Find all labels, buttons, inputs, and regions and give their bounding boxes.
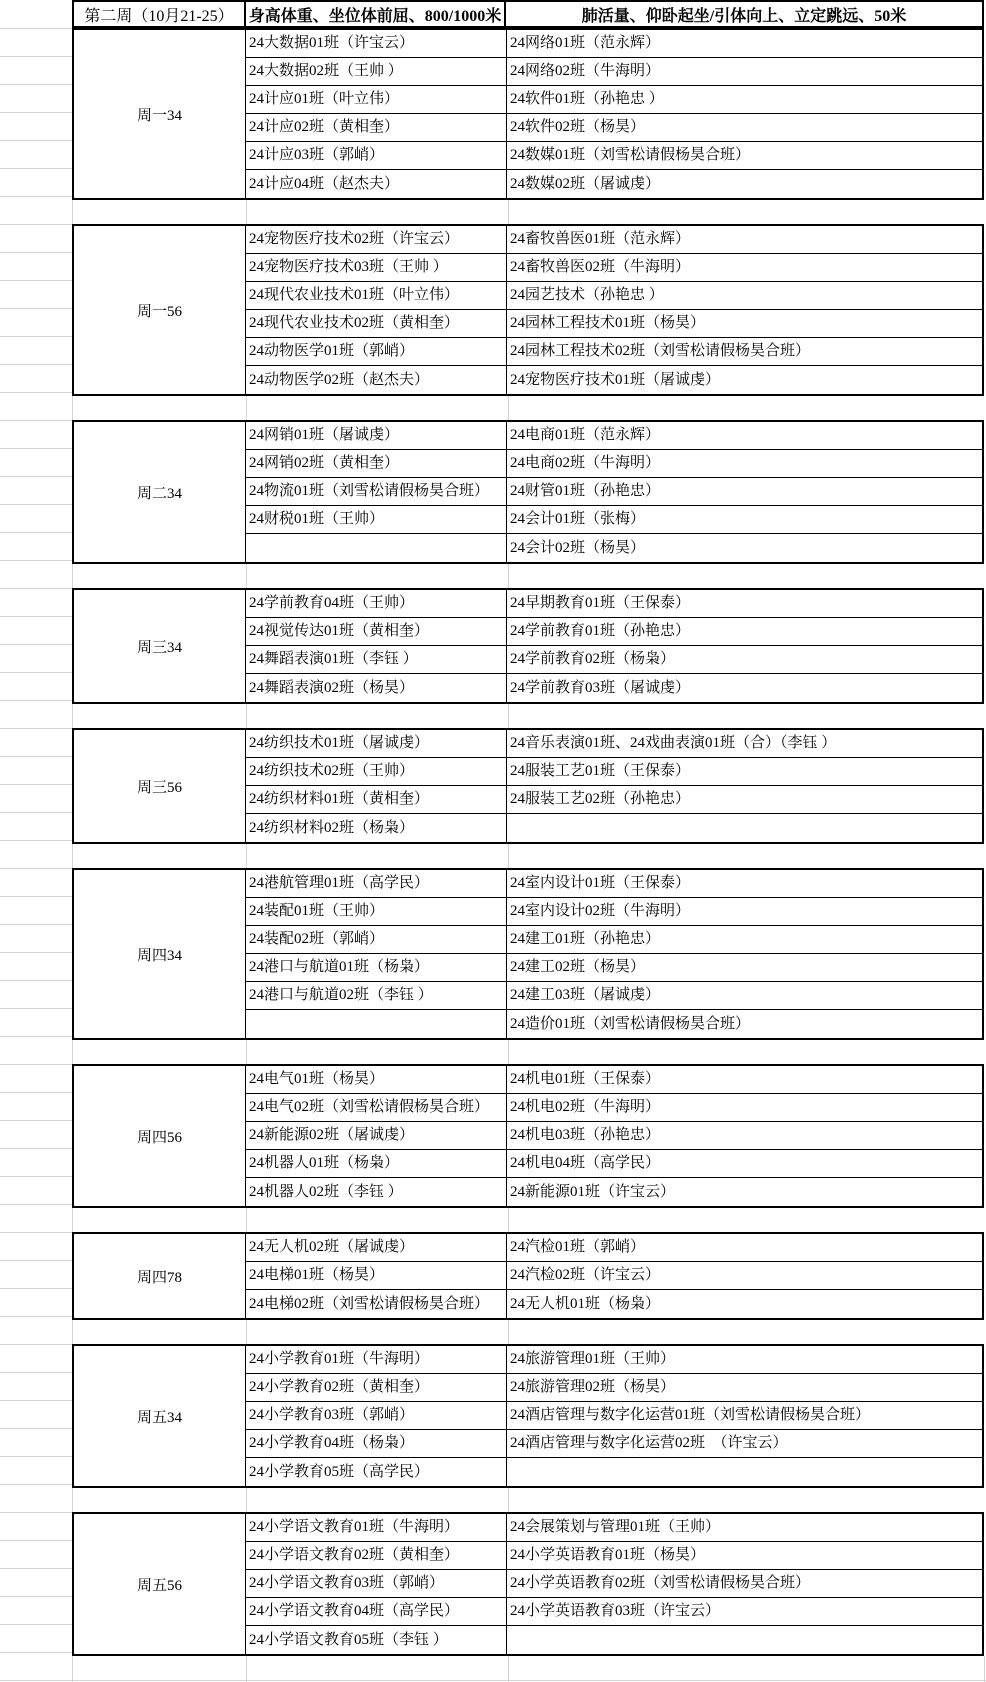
- table-row: [246, 926, 982, 954]
- class-cell[interactable]: 24小学语文教育04班（高学民）: [246, 1598, 507, 1625]
- class-cell[interactable]: 24学前教育02班（杨枭）: [510, 651, 676, 667]
- gridline-horizontal: [0, 308, 72, 309]
- section-block: [72, 1512, 984, 1656]
- table-row: [246, 1066, 982, 1094]
- table-row: [246, 646, 982, 674]
- gridline-horizontal: [0, 756, 72, 757]
- table-row: [246, 786, 982, 814]
- sections: [72, 28, 984, 1656]
- class-cell[interactable]: 24电商01班（范永辉）: [510, 427, 661, 443]
- class-cell[interactable]: 24小学教育03班（郭峭）: [246, 1402, 507, 1429]
- class-cell[interactable]: 24学前教育04班（王帅）: [246, 590, 507, 617]
- gridline-horizontal: [0, 532, 72, 533]
- class-cell[interactable]: 24会展策划与管理01班（王帅）: [510, 1519, 721, 1535]
- gridline-horizontal: [0, 1484, 72, 1485]
- section-rows: [246, 1346, 982, 1486]
- table-row: [246, 422, 982, 450]
- class-cell[interactable]: 24机电01班（王保泰）: [510, 1071, 661, 1087]
- class-cell[interactable]: 24计应01班（叶立伟）: [246, 86, 507, 113]
- class-cell[interactable]: 24新能源01班（许宝云）: [510, 1183, 676, 1200]
- table-row: [246, 590, 982, 618]
- table-row: [246, 1010, 982, 1038]
- table-row: [246, 1374, 982, 1402]
- gridline-horizontal: [0, 1680, 986, 1681]
- gridline-horizontal: [0, 980, 72, 981]
- gridline-horizontal: [0, 1568, 72, 1569]
- class-cell[interactable]: 24电梯02班（刘雪松请假杨昊合班）: [246, 1290, 507, 1318]
- table-row: [246, 730, 982, 758]
- table-row: [246, 366, 982, 394]
- class-cell[interactable]: 24网络02班（牛海明）: [510, 63, 661, 79]
- class-cell[interactable]: 24无人机01班（杨枭）: [510, 1295, 661, 1312]
- table-row: [246, 1262, 982, 1290]
- section-rows: [246, 30, 982, 198]
- class-cell[interactable]: 24机电03班（孙艳忠）: [510, 1127, 661, 1143]
- class-cell[interactable]: 24物流01班（刘雪松请假杨昊合班）: [246, 478, 507, 505]
- gridline-horizontal: [0, 1092, 72, 1093]
- class-cell[interactable]: 24会计01班（张梅）: [510, 511, 646, 527]
- class-cell[interactable]: 24网络01班（范永辉）: [510, 35, 661, 51]
- class-cell[interactable]: 24新能源02班（屠诚虔）: [246, 1122, 507, 1149]
- section-rows: [246, 226, 982, 394]
- section-rows: [246, 1514, 982, 1654]
- class-cell[interactable]: 24港口与航道01班（杨枭）: [246, 954, 507, 981]
- class-cell[interactable]: [246, 534, 507, 562]
- class-cell[interactable]: 24畜牧兽医02班（牛海明）: [510, 259, 691, 275]
- class-cell[interactable]: 24港口与航道02班（李钰 ）: [246, 982, 507, 1009]
- gridline-horizontal: [0, 1232, 72, 1233]
- class-cell[interactable]: [507, 814, 982, 842]
- class-cell[interactable]: 24音乐表演01班、24戏曲表演01班（合）（李钰 ）: [510, 735, 837, 751]
- section-block: [72, 420, 984, 564]
- gridline-horizontal: [0, 336, 72, 337]
- section-label[interactable]: 周一56: [74, 226, 246, 394]
- table-row: [246, 1122, 982, 1150]
- section-label[interactable]: 周五34: [74, 1346, 246, 1486]
- class-cell[interactable]: 24机器人02班（李钰 ）: [246, 1178, 507, 1206]
- table-row: [246, 1150, 982, 1178]
- class-cell[interactable]: 24畜牧兽医01班（范永辉）: [510, 231, 691, 247]
- table-row: [246, 114, 982, 142]
- table-row: [246, 1626, 982, 1654]
- class-cell[interactable]: 24无人机02班（屠诚虔）: [246, 1234, 507, 1261]
- gridline-horizontal: [0, 1288, 72, 1289]
- gridline-horizontal: [0, 784, 72, 785]
- gridline-horizontal: [0, 1540, 72, 1541]
- gridline-horizontal: [0, 224, 72, 225]
- gridline-horizontal: [0, 700, 72, 701]
- class-cell[interactable]: [507, 1626, 982, 1654]
- gridline-horizontal: [0, 1596, 72, 1597]
- gridline-horizontal: [0, 1120, 72, 1121]
- gridline-horizontal: [0, 504, 72, 505]
- gridline-horizontal: [0, 672, 72, 673]
- class-cell[interactable]: [507, 1458, 982, 1486]
- class-cell[interactable]: 24小学语文教育05班（李钰 ）: [246, 1626, 507, 1654]
- class-cell[interactable]: 24服装工艺02班（孙艳忠）: [510, 791, 691, 807]
- gridline-horizontal: [0, 1456, 72, 1457]
- gridline-horizontal: [0, 560, 72, 561]
- section-label[interactable]: 周四34: [74, 870, 246, 1038]
- class-cell[interactable]: 24旅游管理02班（杨昊）: [510, 1379, 676, 1395]
- section-label[interactable]: 周三34: [74, 590, 246, 702]
- gridline-horizontal: [0, 1624, 72, 1625]
- gridline-horizontal: [0, 1008, 72, 1009]
- class-cell[interactable]: 24计应04班（赵杰夫）: [246, 170, 507, 198]
- class-cell[interactable]: 24现代农业技术02班（黄相奎）: [246, 310, 507, 337]
- class-cell[interactable]: 24数媒02班（屠诚虔）: [510, 175, 661, 192]
- class-cell[interactable]: 24小学英语教育01班（杨昊）: [510, 1547, 706, 1563]
- section-rows: [246, 422, 982, 562]
- gridline-horizontal: [0, 924, 72, 925]
- class-cell[interactable]: 24大数据01班（许宝云）: [246, 30, 507, 57]
- class-cell[interactable]: 24旅游管理01班（王帅）: [510, 1351, 676, 1367]
- class-cell[interactable]: 24小学语文教育02班（黄相奎）: [246, 1542, 507, 1569]
- gridline-horizontal: [0, 280, 72, 281]
- table-row: [246, 758, 982, 786]
- class-cell[interactable]: 24建工03班（屠诚虔）: [510, 987, 661, 1003]
- table-row: [246, 898, 982, 926]
- class-cell[interactable]: 24小学英语教育03班（许宝云）: [510, 1603, 721, 1619]
- gridline-horizontal: [0, 112, 72, 113]
- table-row: [246, 1430, 982, 1458]
- schedule-table: [72, 0, 984, 1656]
- table-row: [246, 58, 982, 86]
- gridline-horizontal: [0, 1316, 72, 1317]
- gridline-horizontal: [0, 252, 72, 253]
- gridline-horizontal: [0, 1372, 72, 1373]
- table-row: [246, 226, 982, 254]
- class-cell[interactable]: 24小学语文教育03班（郭峭）: [246, 1570, 507, 1597]
- gridline-horizontal: [0, 952, 72, 953]
- gridline-horizontal: [0, 420, 72, 421]
- gridline-horizontal: [0, 868, 72, 869]
- class-cell[interactable]: 24装配02班（郭峭）: [246, 926, 507, 953]
- gridline-horizontal: [0, 364, 72, 365]
- table-row: [246, 338, 982, 366]
- gridline-horizontal: [0, 448, 72, 449]
- class-cell[interactable]: 24动物医学02班（赵杰夫）: [246, 366, 507, 394]
- gridline-horizontal: [0, 140, 72, 141]
- gridline-horizontal: [0, 1064, 72, 1065]
- class-cell[interactable]: 24会计02班（杨昊）: [510, 539, 646, 556]
- gridline-horizontal: [0, 1148, 72, 1149]
- table-row: [246, 1402, 982, 1430]
- class-cell[interactable]: 24小学教育01班（牛海明）: [246, 1346, 507, 1373]
- section-block: [72, 868, 984, 1040]
- table-row: [246, 1346, 982, 1374]
- gridline-horizontal: [0, 812, 72, 813]
- section-rows: [246, 870, 982, 1038]
- class-cell[interactable]: 24小学英语教育02班（刘雪松请假杨昊合班）: [510, 1575, 811, 1591]
- class-cell[interactable]: 24小学教育05班（高学民）: [246, 1458, 507, 1486]
- class-cell[interactable]: 24小学教育04班（杨枭）: [246, 1430, 507, 1457]
- class-cell[interactable]: 24酒店管理与数字化运营01班（刘雪松请假杨昊合班）: [510, 1407, 871, 1423]
- gridline-horizontal: [0, 644, 72, 645]
- class-cell[interactable]: 24汽检02班（许宝云）: [510, 1267, 661, 1283]
- table-row: [246, 618, 982, 646]
- section-block: [72, 28, 984, 200]
- table-row: [246, 30, 982, 58]
- section-rows: [246, 1234, 982, 1318]
- section-label[interactable]: 周四78: [74, 1234, 246, 1318]
- table-row: [246, 170, 982, 198]
- gridline-horizontal: [0, 392, 72, 393]
- gridline-horizontal: [0, 728, 72, 729]
- table-row: [246, 86, 982, 114]
- gridline-horizontal: [0, 616, 72, 617]
- gridline-horizontal: [0, 476, 72, 477]
- class-cell[interactable]: 24电气01班（杨昊）: [246, 1066, 507, 1093]
- class-cell[interactable]: 24造价01班（刘雪松请假杨昊合班）: [510, 1015, 751, 1032]
- table-row: [246, 1598, 982, 1626]
- class-cell[interactable]: 24酒店管理与数字化运营02班 （许宝云）: [510, 1435, 788, 1451]
- class-cell[interactable]: 24现代农业技术01班（叶立伟）: [246, 282, 507, 309]
- class-cell[interactable]: 24宠物医疗技术03班（王帅 ）: [246, 254, 507, 281]
- table-row: [246, 1234, 982, 1262]
- class-cell[interactable]: 24服装工艺01班（王保泰）: [510, 763, 691, 779]
- gridline-horizontal: [0, 1204, 72, 1205]
- class-cell[interactable]: 24宠物医疗技术02班（许宝云）: [246, 226, 507, 253]
- gridline-horizontal: [0, 1344, 72, 1345]
- table-row: [246, 310, 982, 338]
- section-block: [72, 224, 984, 396]
- gridline-horizontal: [0, 1400, 72, 1401]
- gridline-horizontal: [0, 168, 72, 169]
- table-row: [246, 1458, 982, 1486]
- table-row: [246, 1542, 982, 1570]
- class-cell[interactable]: 24纺织材料01班（黄相奎）: [246, 786, 507, 813]
- section-rows: [246, 590, 982, 702]
- class-cell[interactable]: 24室内设计02班（牛海明）: [510, 903, 691, 919]
- class-cell[interactable]: 24小学教育02班（黄相奎）: [246, 1374, 507, 1401]
- section-block: [72, 728, 984, 844]
- class-cell[interactable]: 24建工02班（杨昊）: [510, 959, 646, 975]
- section-block: [72, 1232, 984, 1320]
- gridline-horizontal: [0, 588, 72, 589]
- class-cell[interactable]: [246, 1010, 507, 1038]
- class-cell[interactable]: 24宠物医疗技术01班（屠诚虔）: [510, 371, 721, 388]
- section-rows: [246, 730, 982, 842]
- class-cell[interactable]: 24汽检01班（郭峭）: [510, 1239, 646, 1255]
- section-label[interactable]: 周二34: [74, 422, 246, 562]
- table-row: [246, 1570, 982, 1598]
- class-cell[interactable]: 24港航管理01班（高学民）: [246, 870, 507, 897]
- class-cell[interactable]: 24电气02班（刘雪松请假杨昊合班）: [246, 1094, 507, 1121]
- header-week-cell[interactable]: 第二周（10月21-25）: [74, 2, 246, 26]
- section-label[interactable]: 周四56: [74, 1066, 246, 1206]
- gridline-horizontal: [0, 1260, 72, 1261]
- class-cell[interactable]: 24早期教育01班（王保泰）: [510, 595, 691, 611]
- table-row: [246, 282, 982, 310]
- class-cell[interactable]: 24装配01班（王帅）: [246, 898, 507, 925]
- class-cell[interactable]: 24小学语文教育01班（牛海明）: [246, 1514, 507, 1541]
- header-test-group-2-cell[interactable]: 肺活量、仰卧起坐/引体向上、立定跳远、50米: [581, 7, 907, 25]
- gridline-vertical: [984, 1656, 985, 1682]
- class-cell[interactable]: 24电梯01班（杨昊）: [246, 1262, 507, 1289]
- class-cell[interactable]: 24纺织技术02班（王帅）: [246, 758, 507, 785]
- class-cell[interactable]: 24学前教育03班（屠诚虔）: [510, 679, 691, 696]
- class-cell[interactable]: 24视觉传达01班（黄相奎）: [246, 618, 507, 645]
- class-cell[interactable]: 24建工01班（孙艳忠）: [510, 931, 661, 947]
- class-cell[interactable]: 24舞蹈表演01班（李钰 ）: [246, 646, 507, 673]
- class-cell[interactable]: 24动物医学01班（郭峭）: [246, 338, 507, 365]
- table-row: [246, 1514, 982, 1542]
- class-cell[interactable]: 24舞蹈表演02班（杨昊）: [246, 674, 507, 702]
- table-header-row: [72, 0, 984, 28]
- table-row: [246, 506, 982, 534]
- class-cell[interactable]: 24室内设计01班（王保泰）: [510, 875, 691, 891]
- class-cell[interactable]: 24纺织技术01班（屠诚虔）: [246, 730, 507, 757]
- class-cell[interactable]: 24机电04班（高学民）: [510, 1155, 661, 1171]
- class-cell[interactable]: 24财税01班（王帅）: [246, 506, 507, 533]
- section-label[interactable]: 周三56: [74, 730, 246, 842]
- table-row: [246, 870, 982, 898]
- class-cell[interactable]: 24数媒01班（刘雪松请假杨昊合班）: [510, 147, 751, 163]
- table-row: [246, 674, 982, 702]
- gridline-horizontal: [0, 896, 72, 897]
- header-test-group-1-cell[interactable]: 身高体重、坐位体前屈、800/1000米: [246, 2, 506, 26]
- gridline-horizontal: [0, 1176, 72, 1177]
- table-row: [246, 1094, 982, 1122]
- class-cell[interactable]: 24园林工程技术02班（刘雪松请假杨昊合班）: [510, 343, 811, 359]
- class-cell[interactable]: 24机电02班（牛海明）: [510, 1099, 661, 1115]
- gridline-horizontal: [0, 1652, 72, 1653]
- table-row: [246, 1178, 982, 1206]
- class-cell[interactable]: 24大数据02班（王帅 ）: [246, 58, 507, 85]
- class-cell[interactable]: 24电商02班（牛海明）: [510, 455, 661, 471]
- section-rows: [246, 1066, 982, 1206]
- class-cell[interactable]: 24软件01班（孙艳忠 ）: [510, 91, 664, 107]
- class-cell[interactable]: 24网销01班（屠诚虔）: [246, 422, 507, 449]
- class-cell[interactable]: 24机器人01班（杨枭）: [246, 1150, 507, 1177]
- section-block: [72, 1344, 984, 1488]
- class-cell[interactable]: 24计应03班（郭峭）: [246, 142, 507, 169]
- class-cell[interactable]: 24学前教育01班（孙艳忠）: [510, 623, 691, 639]
- table-row: [246, 478, 982, 506]
- class-cell[interactable]: 24财管01班（孙艳忠）: [510, 483, 661, 499]
- class-cell[interactable]: 24园艺技术（孙艳忠 ）: [510, 287, 664, 303]
- gridline-horizontal: [0, 1036, 72, 1037]
- class-cell[interactable]: 24软件02班（杨昊）: [510, 119, 646, 135]
- gridline-horizontal: [0, 1428, 72, 1429]
- table-row: [246, 814, 982, 842]
- table-row: [246, 954, 982, 982]
- table-row: [246, 1290, 982, 1318]
- gridline-horizontal: [0, 196, 72, 197]
- table-row: [246, 534, 982, 562]
- section-label[interactable]: 周一34: [74, 30, 246, 198]
- class-cell[interactable]: 24网销02班（黄相奎）: [246, 450, 507, 477]
- section-label[interactable]: 周五56: [74, 1514, 246, 1654]
- section-block: [72, 1064, 984, 1208]
- gridline-horizontal: [0, 56, 72, 57]
- table-row: [246, 450, 982, 478]
- section-block: [72, 588, 984, 704]
- gridline-horizontal: [0, 28, 72, 29]
- class-cell[interactable]: 24计应02班（黄相奎）: [246, 114, 507, 141]
- table-row: [246, 982, 982, 1010]
- table-row: [246, 254, 982, 282]
- gridline-horizontal: [0, 1512, 72, 1513]
- gridline-horizontal: [0, 840, 72, 841]
- gridline-horizontal: [0, 84, 72, 85]
- class-cell[interactable]: 24园林工程技术01班（杨昊）: [510, 315, 706, 331]
- class-cell[interactable]: 24纺织材料02班（杨枭）: [246, 814, 507, 842]
- table-row: [246, 142, 982, 170]
